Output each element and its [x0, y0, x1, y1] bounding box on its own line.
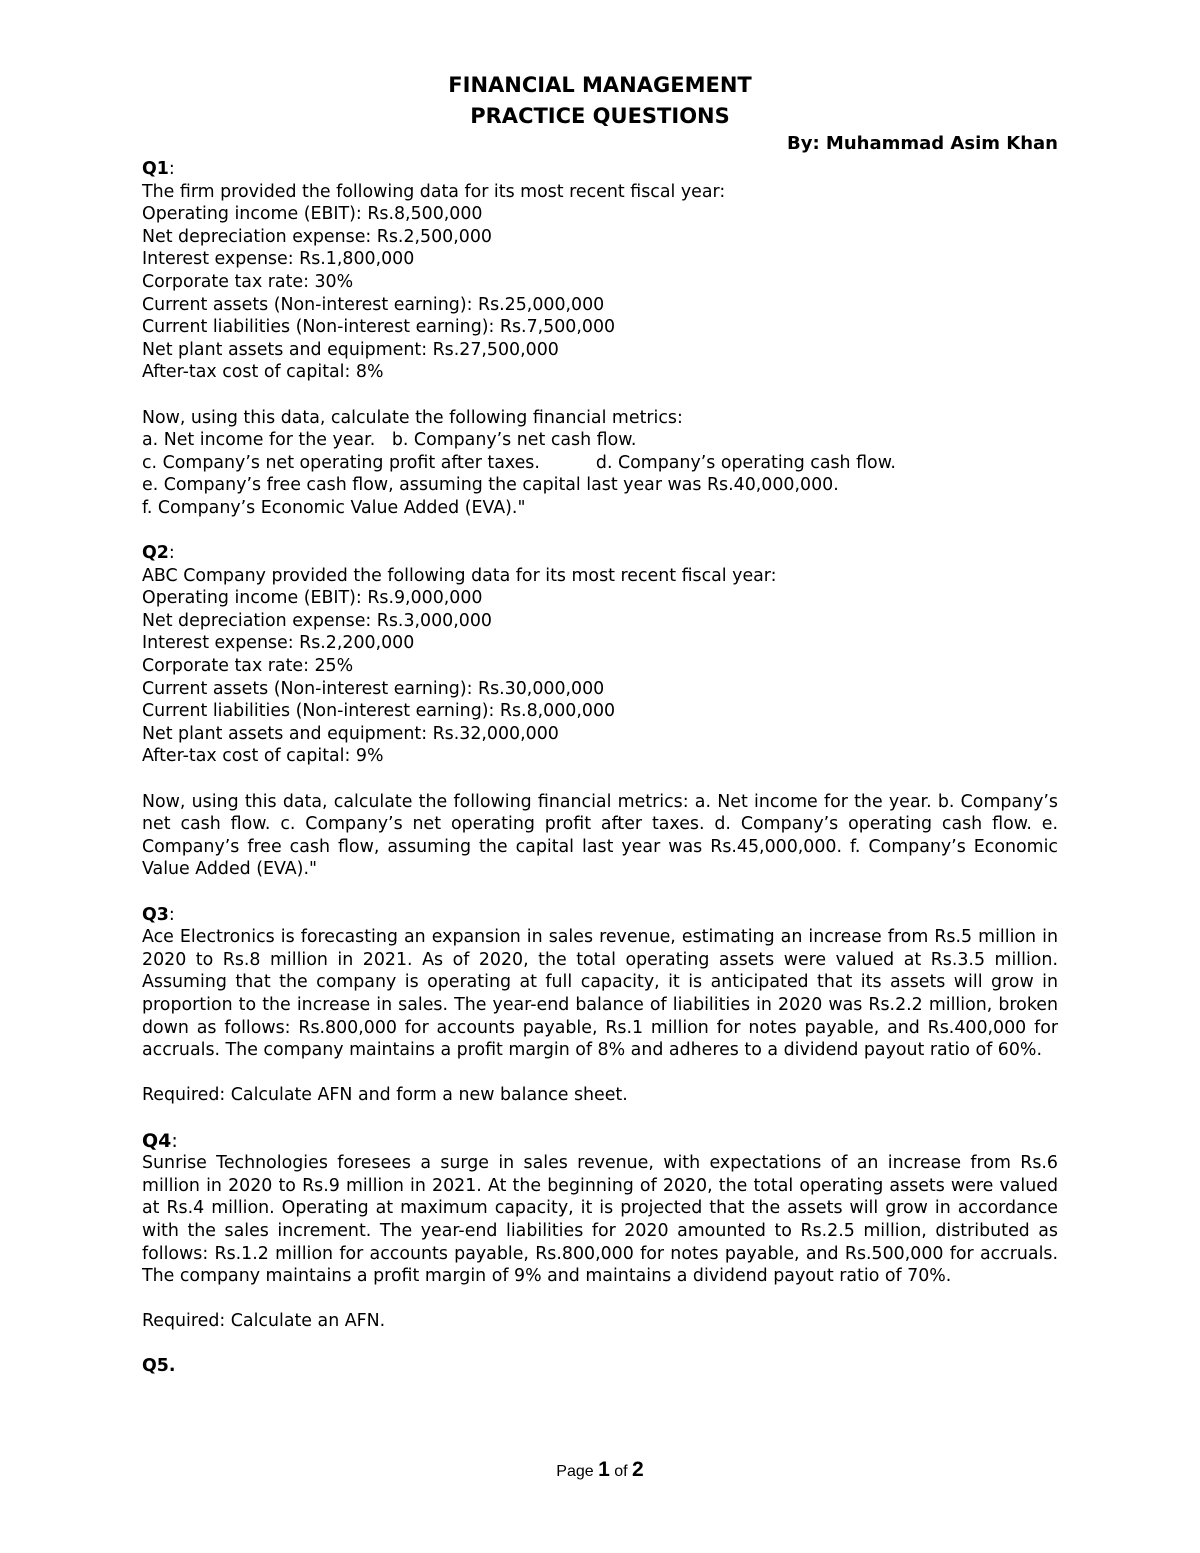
q5-heading: Q5.	[142, 1356, 176, 1377]
q1-data-item: Net plant assets and equipment: Rs.27,500,000	[142, 339, 559, 360]
footer-page-word: Page	[556, 1463, 594, 1480]
q4-body: Sunrise Technologies foresees a surge in sales revenue, with expectations of an increase from Rs.6 million in 2020 to Rs.9 million in 2021. At the beginning of 2020, the total operating assets were valued at Rs.4 million. Operating at maximum capacity, it is projected that the assets will grow in accordance with the sales increment. The year-end liabilities for 2020 amounted to Rs.2.5 million, distributed as follows: Rs.1.2 million for accounts payable, Rs.800,000 for notes payable, and Rs.500,000 for accruals. The company maintains a profit margin of 9% and maintains a dividend payout ratio of 70%.	[142, 1153, 1058, 1287]
q1-item-c: c. Company’s net operating profit after taxes.	[142, 452, 540, 473]
q2-data-item: After-tax cost of capital: 9%	[142, 746, 384, 767]
footer-of-word: of	[614, 1463, 628, 1480]
q1-data-item: Interest expense: Rs.1,800,000	[142, 249, 415, 270]
q1-data-item: Net depreciation expense: Rs.2,500,000	[142, 226, 492, 247]
q1-item-b: b. Company’s net cash flow.	[391, 430, 637, 451]
q1-intro: The firm provided the following data for its most recent fiscal year:	[142, 181, 726, 202]
title-line-1: FINANCIAL MANAGEMENT	[448, 73, 752, 97]
q1-item-a: a. Net income for the year.	[142, 430, 376, 451]
q4-heading: Q4:	[142, 1129, 178, 1152]
q2-data-item: Corporate tax rate: 25%	[142, 656, 354, 677]
q1-items-cd	[142, 452, 1058, 475]
q2-data-item: Net depreciation expense: Rs.3,000,000	[142, 610, 492, 631]
q2-prompt: Now, using this data, calculate the following financial metrics: a. Net income for the year. b. Company’s net cash flow. c. Company’s net operating profit after taxes. d. Company’s operating cash flow. e. Company’s free cash flow, assuming the capital last year was Rs.45,000,000. f. Company’s Economic Value Added (EVA)."	[142, 791, 1058, 880]
q1-data-item: Corporate tax rate: 30%	[142, 271, 354, 292]
author-byline: By: Muhammad Asim Khan	[787, 133, 1058, 154]
q3-body: Ace Electronics is forecasting an expansion in sales revenue, estimating an increase from Rs.5 million in 2020 to Rs.8 million in 2021. As of 2020, the total operating assets were valued at Rs.3.5 million. Assuming that the company is operating at full capacity, it is anticipated that its assets will grow in proportion to the increase in sales. The year-end balance of liabilities in 2020 was Rs.2.2 million, broken down as follows: Rs.800,000 for accounts payable, Rs.1 million for notes payable, and Rs.400,000 for accruals. The company maintains a profit margin of 8% and adheres to a dividend payout ratio of 60%.	[142, 927, 1058, 1061]
q2-heading: Q2:	[142, 543, 175, 564]
footer-page-total: 2	[632, 1458, 644, 1481]
q2-data-item: Current assets (Non-interest earning): Rs.30,000,000	[142, 678, 605, 699]
q2-data-item: Current liabilities (Non-interest earning): Rs.8,000,000	[142, 701, 616, 722]
q4-required: Required: Calculate an AFN.	[142, 1311, 386, 1332]
q2-data-list	[142, 587, 1058, 768]
title-line-2: PRACTICE QUESTIONS	[470, 104, 730, 128]
q3-required: Required: Calculate AFN and form a new balance sheet.	[142, 1085, 628, 1106]
q2-intro: ABC Company provided the following data for its most recent fiscal year:	[142, 565, 777, 586]
q1-item-e: e. Company’s free cash flow, assuming the capital last year was Rs.40,000,000.	[142, 475, 839, 496]
q2-data-item: Operating income (EBIT): Rs.9,000,000	[142, 588, 483, 609]
q1-item-f: f. Company’s Economic Value Added (EVA)."	[142, 497, 526, 518]
q1-items-ab	[142, 429, 1058, 452]
q1-prompt: Now, using this data, calculate the following financial metrics:	[142, 407, 683, 428]
footer-page-current: 1	[598, 1458, 610, 1481]
q1-item-d: d. Company’s operating cash flow.	[595, 452, 896, 473]
page-footer	[0, 1458, 1200, 1482]
q1-heading: Q1:	[142, 159, 175, 179]
page-content	[142, 70, 1058, 1378]
q1-data-item: Current liabilities (Non-interest earning): Rs.7,500,000	[142, 317, 616, 338]
q3-heading: Q3:	[142, 904, 175, 925]
q2-data-item: Interest expense: Rs.2,200,000	[142, 633, 415, 654]
q1-data-item: Operating income (EBIT): Rs.8,500,000	[142, 204, 483, 225]
q2-data-item: Net plant assets and equipment: Rs.32,000,000	[142, 723, 559, 744]
q1-data-list	[142, 203, 1058, 384]
q1-data-item: Current assets (Non-interest earning): Rs.25,000,000	[142, 294, 605, 315]
q1-data-item: After-tax cost of capital: 8%	[142, 362, 384, 383]
